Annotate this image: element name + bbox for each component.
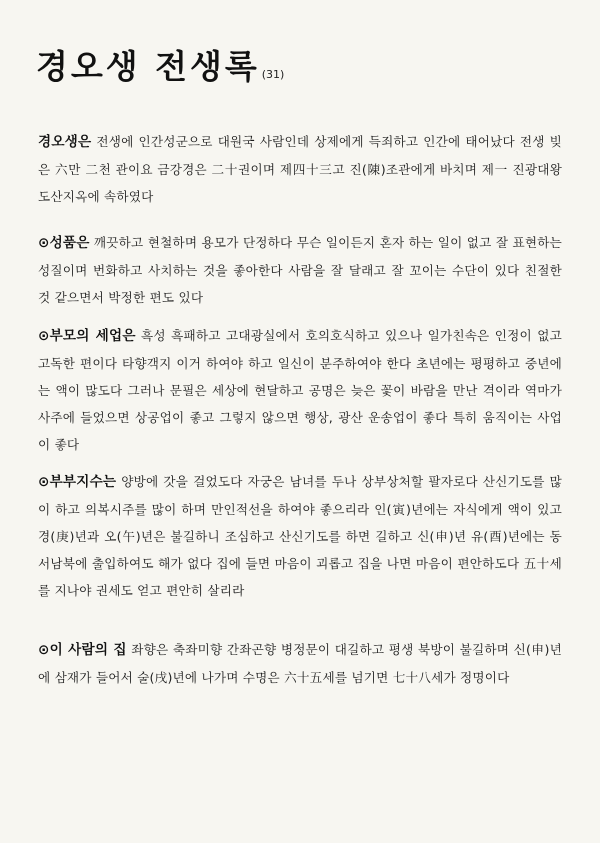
page-title [36, 47, 285, 86]
section-personality [38, 229, 562, 311]
section-parents-fortune [38, 322, 562, 458]
section-body: 깨끗하고 현철하며 용모가 단정하다 무슨 일이든지 혼자 하는 일이 없고 잘 표현하는 성질이며 번화하고 사치하는 것을 좋아한다 사람을 잘 달래고 잘 꼬이는 수단이 있다 친절한 것 같으면서 박정한 편도 있다 [38, 235, 562, 305]
section-marriage [38, 468, 562, 604]
section-heading: ⊙부부지수는 [38, 474, 117, 490]
section-heading: ⊙부모의 세업은 [38, 328, 136, 344]
section-house [38, 636, 562, 691]
section-heading: 경오생은 [38, 134, 92, 150]
page-number: (31) [261, 68, 285, 81]
section-body: 흑성 흑패하고 고대광실에서 호의호식하고 있으나 일가친속은 인정이 없고 고독한 편이다 타향객지 이거 하여야 하고 일신이 분주하여야 한다 초년에는 평평하고 중년에는 액이 많도다 그러나 문필은 세상에 현달하고 공명은 늦은 꽃이 바람을 만난 격이라 역마가 사주에 들었으면 상공업이 좋고 그렇지 않으면 행상, 광산 운송업이 좋다 특히 움직이는 사업이 좋다 [38, 328, 562, 452]
section-heading: ⊙이 사람의 집 [38, 642, 127, 658]
section-body: 전생에 인간성군으로 대원국 사람인데 상제에게 득죄하고 인간에 태어났다 전생 빚은 六만 二천 관이요 금강경은 二十권이며 제四十三고 진(陳)조관에게 바치며 제一 진광대왕 도산지옥에 속하였다 [38, 134, 562, 204]
section-heading: ⊙성품은 [38, 235, 90, 251]
section-body: 좌향은 축좌미향 간좌곤향 병정문이 대길하고 평생 북방이 불길하며 신(申)년에 삼재가 들어서 술(戌)년에 나가며 수명은 六十五세를 넘기면 七十八세가 정명이다 [38, 642, 562, 685]
section-origin [38, 128, 562, 210]
section-body: 양방에 갓을 걸었도다 자궁은 남녀를 두나 상부상처할 팔자로다 산신기도를 많이 하고 의복시주를 많이 하며 만인적선을 하여야 좋으리라 인(寅)년에는 자식에게 액이 있고 경(庚)년과 오(午)년은 불길하니 조심하고 산신기도를 하면 길하고 신(申)년 유(酉)년에는 동서남북에 출입하여도 해가 없다 집에 들면 마음이 괴롭고 집을 나면 마음이 편안하도다 五十세를 지나야 권세도 얻고 편안히 살리라 [38, 474, 562, 598]
page-title-text: 경오생 전생록 [36, 47, 260, 86]
